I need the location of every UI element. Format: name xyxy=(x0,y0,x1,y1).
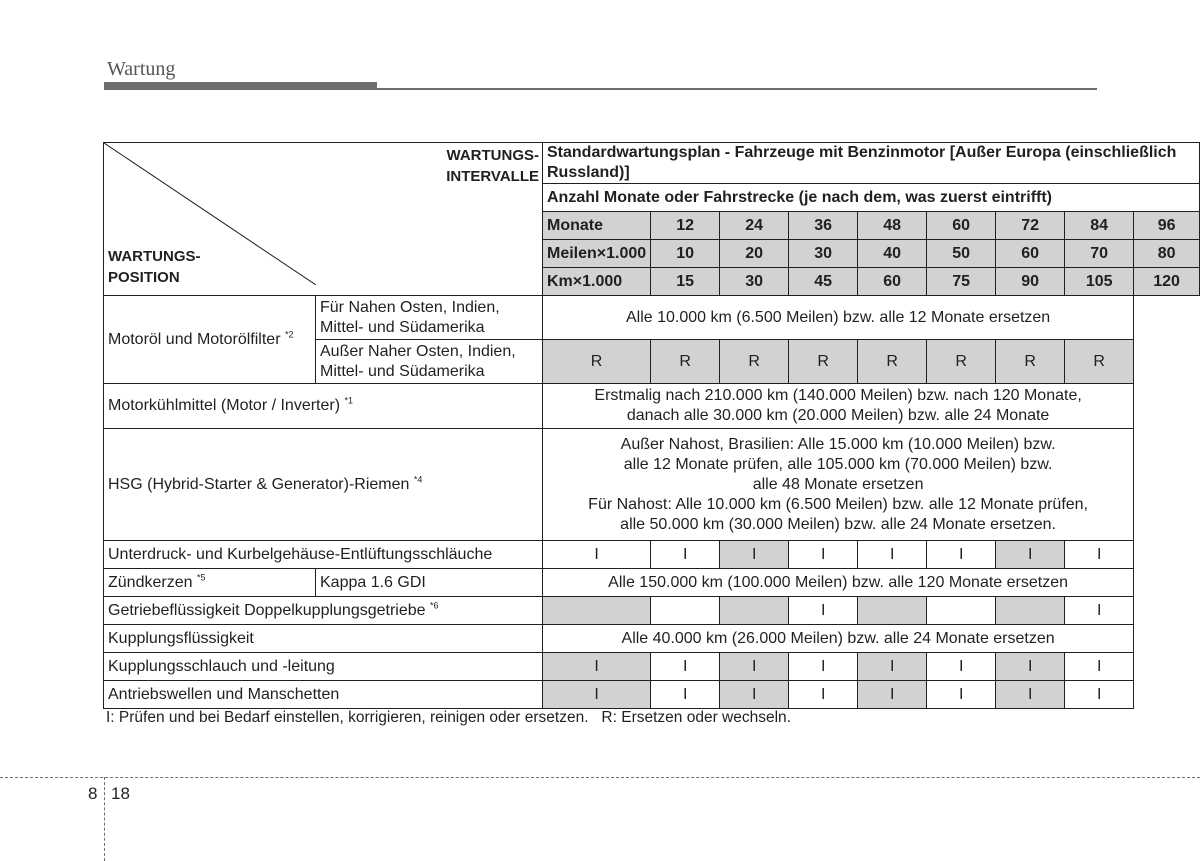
section-title: Wartung xyxy=(107,58,176,80)
hsg-label: HSG (Hybrid-Starter & Generator)-Riemen $^{*4}$ xyxy=(104,429,543,541)
schedule-cell: R xyxy=(789,340,858,384)
spark-row xyxy=(104,569,1200,597)
schedule-cell: I xyxy=(789,653,858,681)
schedule-cell: R xyxy=(1065,340,1134,384)
schedule-cell: I xyxy=(996,541,1065,569)
interval-value: 60 xyxy=(996,240,1065,268)
schedule-cell: I xyxy=(543,653,651,681)
schedule-cell: I xyxy=(996,653,1065,681)
schedule-cell: R xyxy=(720,340,789,384)
schedule-cell: I xyxy=(789,597,858,625)
spark-text: Alle 150.000 km (100.000 Meilen) bzw. alle 120 Monate ersetzen xyxy=(543,569,1134,597)
interval-value: 48 xyxy=(858,212,927,240)
oil-sub-region-2: Außer Naher Osten, Indien, Mittel- und Südamerika xyxy=(316,340,543,384)
schedule-cell: R xyxy=(858,340,927,384)
schedule-cell: I xyxy=(720,653,789,681)
schedule-cell: R xyxy=(543,340,651,384)
schedule-cell: I xyxy=(1065,597,1134,625)
page-number: 18 xyxy=(111,784,130,803)
row-label: Monate xyxy=(543,212,651,240)
interval-value: 70 xyxy=(1065,240,1134,268)
schedule-cell: I xyxy=(1065,541,1134,569)
schedule-cell: I xyxy=(543,681,651,709)
interval-value: 96 xyxy=(1134,212,1200,240)
hsg-row xyxy=(104,429,1200,541)
dct-row xyxy=(104,597,1200,625)
interval-value: 36 xyxy=(789,212,858,240)
chapter-number: 8 xyxy=(88,784,98,803)
interval-value: 15 xyxy=(651,268,720,296)
schedule-cell xyxy=(651,597,720,625)
header-bar xyxy=(104,82,377,90)
schedule-cell: I xyxy=(858,681,927,709)
interval-value: 72 xyxy=(996,212,1065,240)
schedule-cell xyxy=(720,597,789,625)
corner-intervals-label: WARTUNGS- INTERVALLE xyxy=(446,147,539,185)
interval-value: 30 xyxy=(720,268,789,296)
interval-value: 80 xyxy=(1134,240,1200,268)
schedule-cell: I xyxy=(651,653,720,681)
schedule-cell: I xyxy=(720,681,789,709)
schedule-cell: I xyxy=(789,681,858,709)
interval-value: 30 xyxy=(789,240,858,268)
schedule-cell: I xyxy=(651,681,720,709)
dct-label: Getriebeflüssigkeit Doppelkupplungsgetriebe $^{*6}$ xyxy=(104,597,543,625)
interval-value: 84 xyxy=(1065,212,1134,240)
spark-engine: Kappa 1.6 GDI xyxy=(316,569,543,597)
plan-title: Standardwartungsplan - Fahrzeuge mit Benzinmotor [Außer Europa (einschließlich Russland)] xyxy=(543,143,1200,184)
interval-value: 90 xyxy=(996,268,1065,296)
oil-sub-region-1: Für Nahen Osten, Indien, Mittel- und Südamerika xyxy=(316,296,543,340)
row-label: Meilen×1.000 xyxy=(543,240,651,268)
schedule-cell: I xyxy=(858,653,927,681)
clutch-hose-label: Kupplungsschlauch und -leitung xyxy=(104,653,543,681)
schedule-cell: I xyxy=(543,541,651,569)
plan-subtitle: Anzahl Monate oder Fahrstrecke (je nach dem, was zuerst eintrifft) xyxy=(543,184,1200,212)
schedule-cell xyxy=(858,597,927,625)
interval-value: 40 xyxy=(858,240,927,268)
clutch-fluid-text: Alle 40.000 km (26.000 Meilen) bzw. alle 24 Monate ersetzen xyxy=(543,625,1134,653)
interval-value: 24 xyxy=(720,212,789,240)
row-label: Km×1.000 xyxy=(543,268,651,296)
schedule-cell: R xyxy=(927,340,996,384)
interval-value: 45 xyxy=(789,268,858,296)
hsg-text: Außer Nahost, Brasilien: Alle 15.000 km (10.000 Meilen) bzw. alle 12 Monate prüfen, alle 105.000 km (70.000 Meilen) bzw. alle 48 Monate ersetzen Für Nahost: Alle 10.000 km (6.500 Meilen) bzw. alle 12 Monate prüfen, alle 50.000 km (30.000 Meilen) bzw. alle 24 Monate ersetzen. xyxy=(543,429,1134,541)
interval-value: 75 xyxy=(927,268,996,296)
coolant-label: Motorkühlmittel (Motor / Inverter) $^{*1}$ xyxy=(104,384,543,429)
interval-value: 105 xyxy=(1065,268,1134,296)
footer-divider xyxy=(0,777,1200,778)
schedule-cell: I xyxy=(720,541,789,569)
schedule-cell xyxy=(543,597,651,625)
schedule-cell xyxy=(996,597,1065,625)
drive-shafts-label: Antriebswellen und Manschetten xyxy=(104,681,543,709)
clutch-fluid-label: Kupplungsflüssigkeit xyxy=(104,625,543,653)
clutch-hose-row xyxy=(104,653,1200,681)
interval-value: 50 xyxy=(927,240,996,268)
footer-vertical-divider xyxy=(104,777,105,861)
interval-value: 120 xyxy=(1134,268,1200,296)
schedule-cell: I xyxy=(858,541,927,569)
coolant-text: Erstmalig nach 210.000 km (140.000 Meilen) bzw. nach 120 Monate, danach alle 30.000 km (20.000 Meilen) bzw. alle 24 Monate xyxy=(543,384,1134,429)
vacuum-row xyxy=(104,541,1200,569)
schedule-cell: I xyxy=(927,653,996,681)
header-rule xyxy=(377,88,1097,90)
coolant-row xyxy=(104,384,1200,429)
schedule-cell: I xyxy=(927,541,996,569)
vacuum-label: Unterdruck- und Kurbelgehäuse-Entlüftungsschläuche xyxy=(104,541,543,569)
schedule-cell: R xyxy=(996,340,1065,384)
schedule-cell: I xyxy=(1065,653,1134,681)
oil-row-1 xyxy=(104,296,1200,340)
schedule-cell: I xyxy=(996,681,1065,709)
interval-value: 12 xyxy=(651,212,720,240)
schedule-cell xyxy=(927,597,996,625)
interval-value: 10 xyxy=(651,240,720,268)
interval-value: 60 xyxy=(927,212,996,240)
schedule-cell: R xyxy=(651,340,720,384)
corner-position-label: WARTUNGS- POSITION xyxy=(108,248,201,286)
schedule-cell: I xyxy=(927,681,996,709)
maintenance-schedule-table xyxy=(103,142,1200,709)
table-corner-header xyxy=(104,143,543,296)
oil-sub-region-1-text: Alle 10.000 km (6.500 Meilen) bzw. alle 12 Monate ersetzen xyxy=(543,296,1134,340)
interval-value: 20 xyxy=(720,240,789,268)
schedule-cell: I xyxy=(651,541,720,569)
table-legend: I: Prüfen und bei Bedarf einstellen, korrigieren, reinigen oder ersetzen. R: Ersetzen oder wechseln. xyxy=(106,709,791,726)
oil-label: Motoröl und Motorölfilter $^{*2}$ xyxy=(104,296,316,384)
drive-shafts-row xyxy=(104,681,1200,709)
interval-value: 60 xyxy=(858,268,927,296)
clutch-fluid-row xyxy=(104,625,1200,653)
schedule-cell: I xyxy=(1065,681,1134,709)
schedule-cell: I xyxy=(789,541,858,569)
spark-label: Zündkerzen $^{*5}$ xyxy=(104,569,316,597)
